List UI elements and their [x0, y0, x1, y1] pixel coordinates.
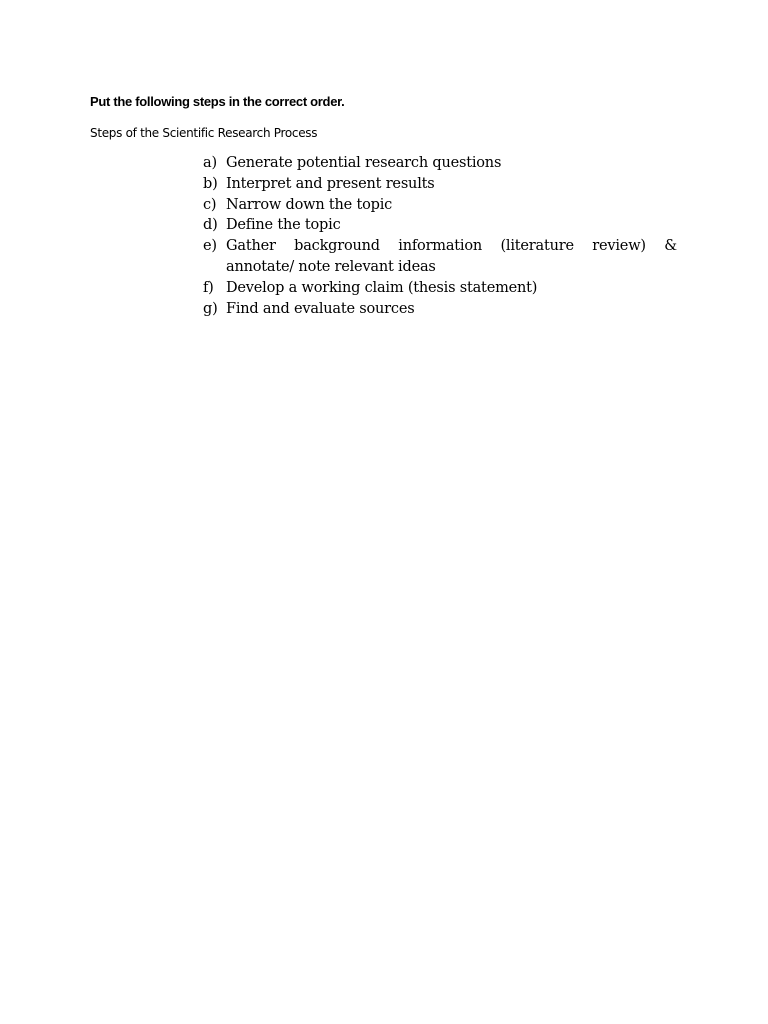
- step-letter: b): [203, 175, 218, 192]
- step-letter: d): [203, 217, 218, 234]
- step-letter: e): [203, 238, 217, 255]
- list-item: [203, 215, 677, 236]
- list-item: [203, 195, 677, 216]
- step-letter: f): [203, 279, 214, 296]
- step-letter: g): [203, 300, 218, 317]
- step-letter: c): [203, 196, 217, 213]
- list-item: [203, 299, 677, 320]
- steps-list: [203, 153, 677, 319]
- list-item: [203, 278, 677, 299]
- step-text: Develop a working claim (thesis statement): [226, 279, 538, 296]
- list-item: [203, 236, 677, 278]
- step-text: Narrow down the topic: [226, 196, 393, 213]
- step-text: Interpret and present results: [226, 175, 435, 192]
- step-text: Generate potential research questions: [226, 155, 502, 171]
- list-item: [203, 153, 677, 174]
- step-text: Define the topic: [226, 217, 341, 234]
- step-letter: a): [203, 155, 217, 171]
- step-text: Gather background information (literature review) & annotate/ note relevant ideas: [226, 238, 677, 275]
- instruction-heading: Put the following steps in the correct order.: [90, 94, 345, 109]
- step-text: Find and evaluate sources: [226, 300, 415, 317]
- list-item: [203, 174, 677, 195]
- section-subtitle: Steps of the Scientific Research Process: [90, 126, 318, 140]
